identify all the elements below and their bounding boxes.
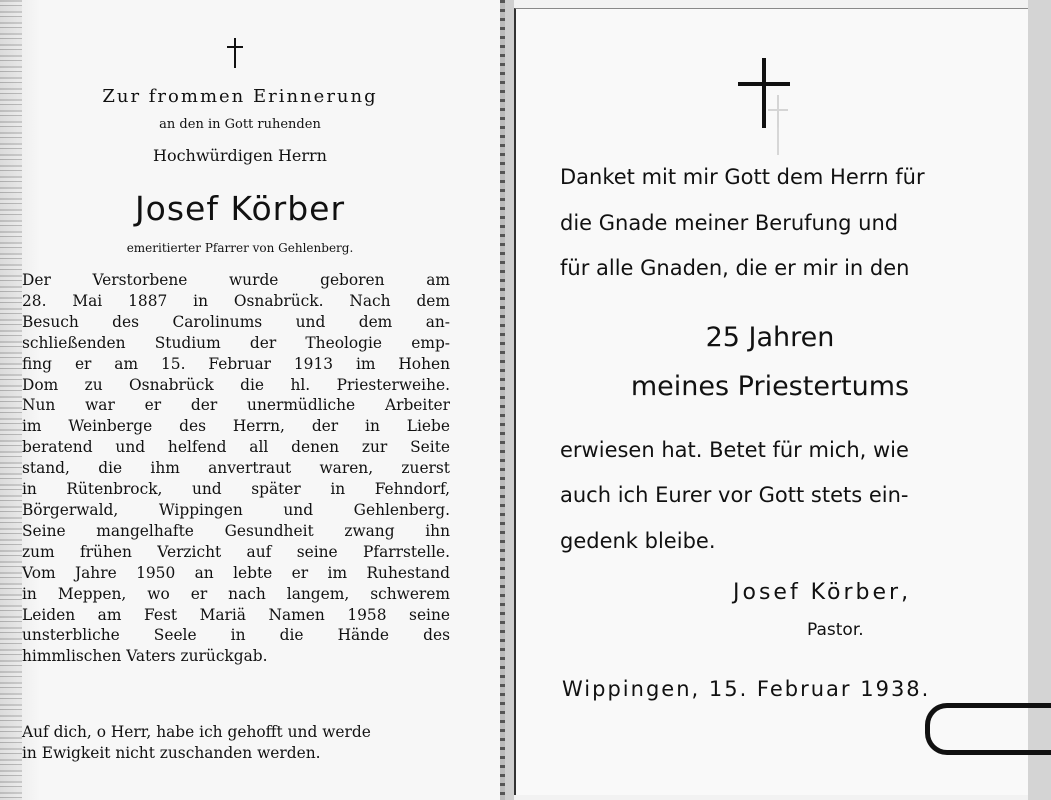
deceased-name: Josef Körber <box>134 189 346 228</box>
verse-line: Auf dich, o Herr, habe ich gehofft und werde <box>22 723 371 741</box>
bio-line: himmlischen Vaters zurückgab. <box>22 647 268 666</box>
place-and-date: Wippingen, 15. Februar 1938. <box>562 677 931 701</box>
thanks-line: die Gnade meiner Berufung und <box>560 211 899 235</box>
signature-role: Pastor. <box>807 620 864 640</box>
bio-line: im Weinberge des Herrn, der in Liebe <box>22 417 450 436</box>
bio-line: 28. Mai 1887 in Osnabrück. Nach dem <box>22 291 450 310</box>
closing-line: erwiesen hat. Betet für mich, wie <box>560 438 909 462</box>
closing-line: gedenk bleibe. <box>560 529 716 553</box>
bio-line: in Meppen, wo er nach langem, schwerem <box>22 584 450 603</box>
bio-line: in Rütenbrock, und später in Fehndorf, <box>22 480 450 499</box>
deceased-title: emeritierter Pfarrer von Gehlenberg. <box>126 241 354 255</box>
bio-line: Dom zu Osnabrück die hl. Priesterweihe. <box>22 375 450 394</box>
priesthood-text: meines Priestertums <box>630 371 910 402</box>
bio-line: zum frühen Verzicht auf seine Pfarrstelle. <box>22 542 450 561</box>
paper-clip-icon <box>925 703 1051 755</box>
bio-line: stand, die ihm anvertraut waren, zuerst <box>22 459 450 478</box>
bio-line: Seine mangelhafte Gesundheit zwang ihn <box>22 521 450 540</box>
bio-line: Vom Jahre 1950 an lebte er im Ruhestand <box>22 563 450 582</box>
memorial-subheading: an den in Gott ruhenden <box>159 117 321 132</box>
card-gap <box>505 0 514 800</box>
right-card-edge <box>1028 0 1051 800</box>
closing-line: auch ich Eurer vor Gott stets ein- <box>560 483 909 507</box>
memorial-heading: Zur frommen Erinnerung <box>102 86 378 107</box>
bio-line: Besuch des Carolinums und dem an- <box>22 312 450 331</box>
bio-line: Börgerwald, Wippingen und Gehlenberg. <box>22 500 450 519</box>
honorific: Hochwürdigen Herrn <box>153 146 327 165</box>
right-cross-icon <box>738 58 790 128</box>
bio-line: unsterbliche Seele in die Hände des <box>22 626 450 645</box>
thanks-line: für alle Gnaden, die er mir in den <box>560 256 910 280</box>
left-cross-icon <box>226 38 244 68</box>
bio-line: Der Verstorbene wurde geboren am <box>22 271 450 289</box>
bio-line: Nun war er der unermüdliche Arbeiter <box>22 396 450 415</box>
bio-line: schließenden Studium der Theologie emp- <box>22 333 450 352</box>
thanks-line: Danket mit mir Gott dem Herrn für <box>560 165 925 189</box>
years-text: 25 Jahren <box>705 322 835 353</box>
biography-text <box>22 270 450 667</box>
bio-line: fing er am 15. Februar 1913 im Hohen <box>22 354 450 373</box>
bio-line: beratend und helfend all denen zur Seite <box>22 438 450 457</box>
bible-verse <box>22 722 450 764</box>
bio-line: Leiden am Fest Mariä Namen 1958 seine <box>22 605 450 624</box>
signature-name: Josef Körber, <box>733 580 912 605</box>
verse-line: in Ewigkeit nicht zuschanden werden. <box>22 743 321 762</box>
